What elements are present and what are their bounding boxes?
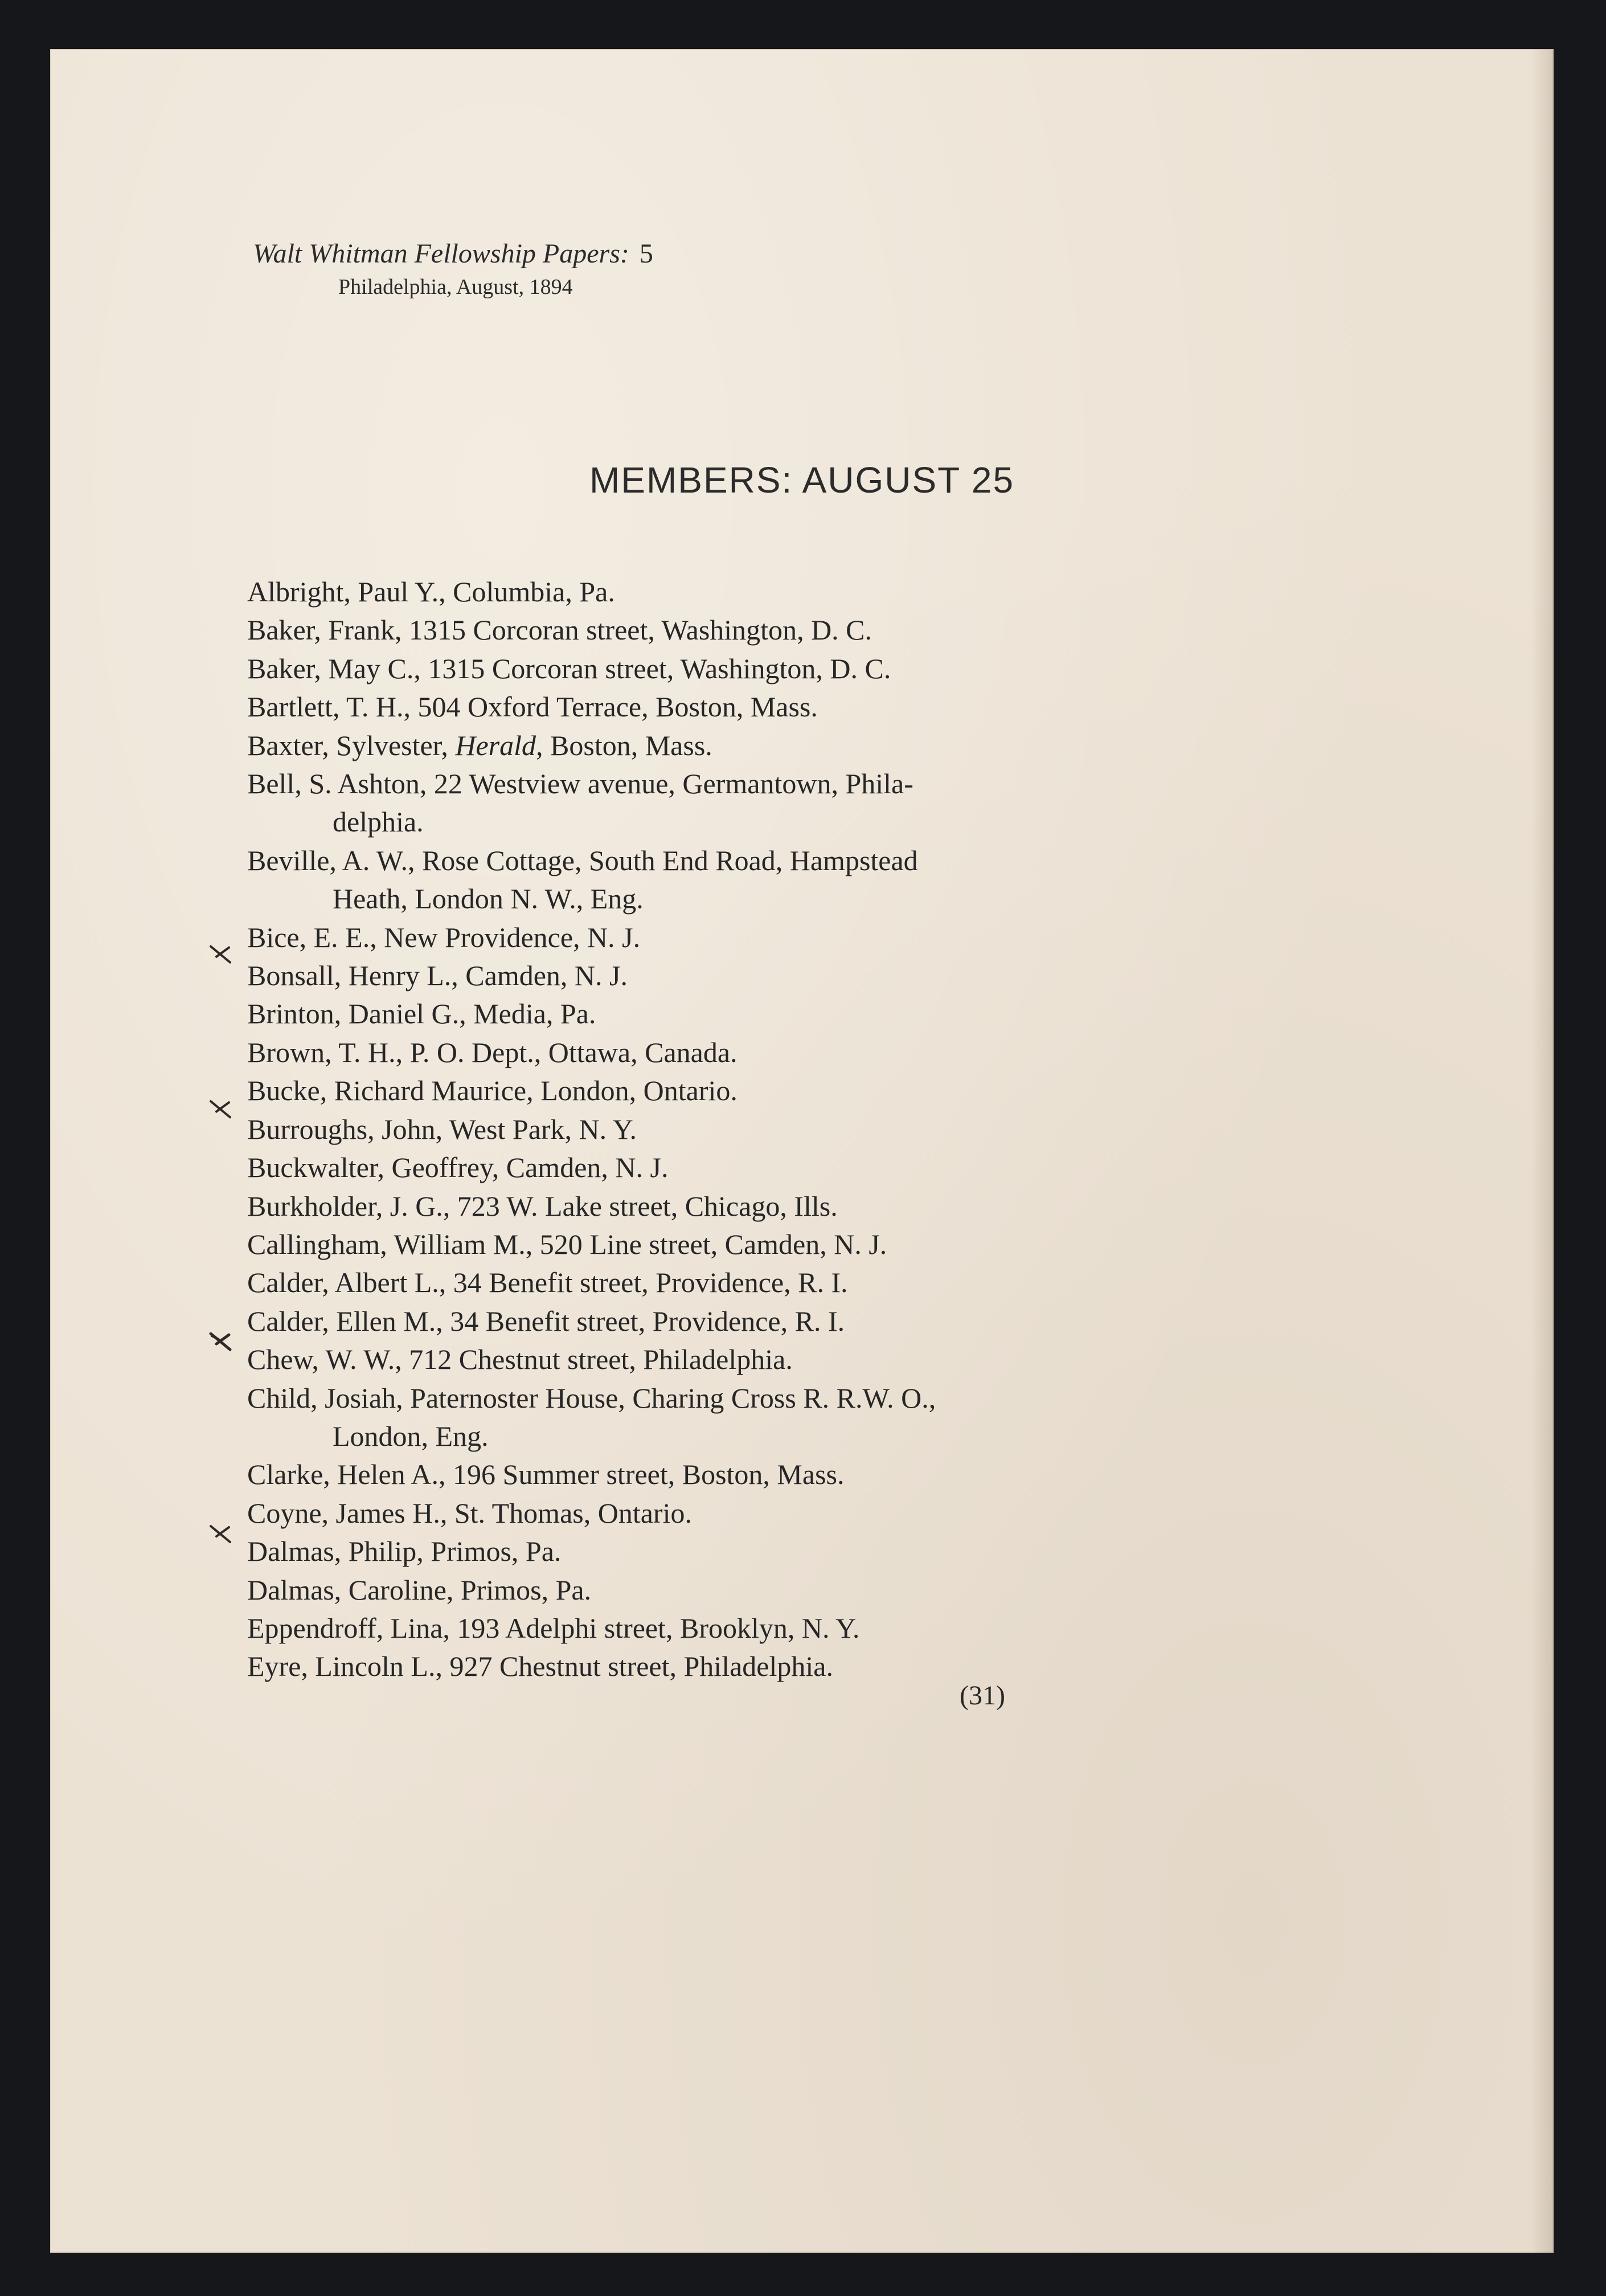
member-entry [247, 1302, 1227, 1340]
handwritten-check-mark-icon [207, 1520, 233, 1547]
member-entry [247, 1456, 1227, 1494]
member-entry-text: Bice, E. E., New Providence, N. J. [247, 921, 641, 953]
series-number: 5 [639, 239, 653, 269]
member-entry-text: Brown, T. H., P. O. Dept., Ottawa, Canada. [247, 1036, 738, 1068]
member-entry-continuation: London, Eng. [333, 1420, 489, 1452]
member-entry [247, 957, 1227, 995]
member-entry-text: Buckwalter, Geoffrey, Camden, N. J. [247, 1151, 669, 1184]
member-entry-text: Eyre, Lincoln L., 927 Chestnut street, Philadelphia. [247, 1650, 833, 1683]
member-entry [247, 1187, 1227, 1225]
member-entry-text: Brinton, Daniel G., Media, Pa. [247, 998, 596, 1030]
member-entry [247, 1532, 1227, 1571]
member-entry-text: Chew, W. W., 712 Chestnut street, Philadelphia. [247, 1343, 793, 1376]
handwritten-check-mark-icon [207, 1328, 233, 1354]
member-entry-text: Beville, A. W., Rose Cottage, South End Road, Hampstead [247, 844, 918, 876]
member-entry [247, 1225, 1227, 1264]
handwritten-check-mark-icon [207, 941, 233, 967]
member-entry [247, 1034, 1227, 1072]
member-entry-text: Calder, Ellen M., 34 Benefit street, Providence, R. I. [247, 1305, 845, 1337]
page-number: (31) [960, 1680, 1005, 1711]
member-entry [247, 1609, 1227, 1647]
member-entry [247, 688, 1227, 726]
member-entry-text: Albright, Paul Y., Columbia, Pa. [247, 576, 615, 608]
member-entry-text: Eppendroff, Lina, 193 Adelphi street, Brooklyn, N. Y. [247, 1612, 860, 1644]
member-entry-text: Dalmas, Caroline, Primos, Pa. [247, 1573, 592, 1606]
member-entry-text: Baker, May C., 1315 Corcoran street, Washington, D. C. [247, 652, 891, 684]
member-entry [247, 611, 1227, 649]
member-entry [247, 1379, 1227, 1456]
member-entry-text: Callingham, William M., 520 Line street, Camden, N. J. [247, 1228, 887, 1260]
member-entry-text: Burroughs, John, West Park, N. Y. [247, 1113, 637, 1145]
member-entry [247, 765, 1227, 842]
member-entry [247, 1340, 1227, 1379]
member-entry-text [247, 729, 712, 761]
member-entry-text: Burkholder, J. G., 723 W. Lake street, Chicago, Ills. [247, 1190, 838, 1222]
publication-line: Philadelphia, August, 1894 [338, 275, 573, 299]
member-list [247, 573, 1227, 1686]
member-entry-text-part: Baxter, Sylvester, [247, 729, 456, 761]
member-entry-text: Bartlett, T. H., 504 Oxford Terrace, Boston, Mass. [247, 691, 818, 723]
member-entry [247, 727, 1227, 765]
member-entry-text: Bonsall, Henry L., Camden, N. J. [247, 960, 628, 992]
member-entry [247, 1149, 1227, 1187]
member-entry [247, 1110, 1227, 1149]
newspaper-name: Herald [455, 729, 536, 761]
document-page [50, 49, 1554, 2253]
member-entry [247, 995, 1227, 1033]
member-entry [247, 919, 1227, 957]
series-title [253, 237, 653, 271]
member-entry [247, 1571, 1227, 1609]
member-entry-text: Dalmas, Philip, Primos, Pa. [247, 1535, 562, 1568]
member-entry-text: Child, Josiah, Paternoster House, Charing Cross R. R.W. O., [247, 1381, 936, 1414]
member-entry [247, 1647, 1227, 1686]
member-entry-text: Bucke, Richard Maurice, London, Ontario. [247, 1075, 738, 1107]
page-edge-shadow [1531, 49, 1554, 2253]
member-entry-continuation: delphia. [333, 806, 424, 838]
member-entry [247, 650, 1227, 688]
member-entry [247, 1264, 1227, 1302]
handwritten-check-mark-icon [207, 1096, 233, 1122]
member-entry-continuation: Heath, London N. W., Eng. [333, 883, 644, 915]
running-header [253, 237, 653, 303]
member-entry [247, 1494, 1227, 1532]
series-name: Walt Whitman Fellowship Papers: [253, 239, 629, 269]
member-entry-text-part: , Boston, Mass. [536, 729, 712, 761]
member-entry [247, 1072, 1227, 1110]
page-title: MEMBERS: AUGUST 25 [589, 460, 1015, 501]
member-entry-text: Bell, S. Ashton, 22 Westview avenue, Germantown, Phila- [247, 768, 913, 800]
member-entry-text: Baker, Frank, 1315 Corcoran street, Washington, D. C. [247, 614, 872, 646]
member-entry-text: Clarke, Helen A., 196 Summer street, Boston, Mass. [247, 1458, 845, 1491]
member-entry-text: Calder, Albert L., 34 Benefit street, Providence, R. I. [247, 1266, 848, 1299]
member-entry [247, 842, 1227, 919]
member-entry-text: Coyne, James H., St. Thomas, Ontario. [247, 1496, 692, 1529]
member-entry [247, 573, 1227, 611]
